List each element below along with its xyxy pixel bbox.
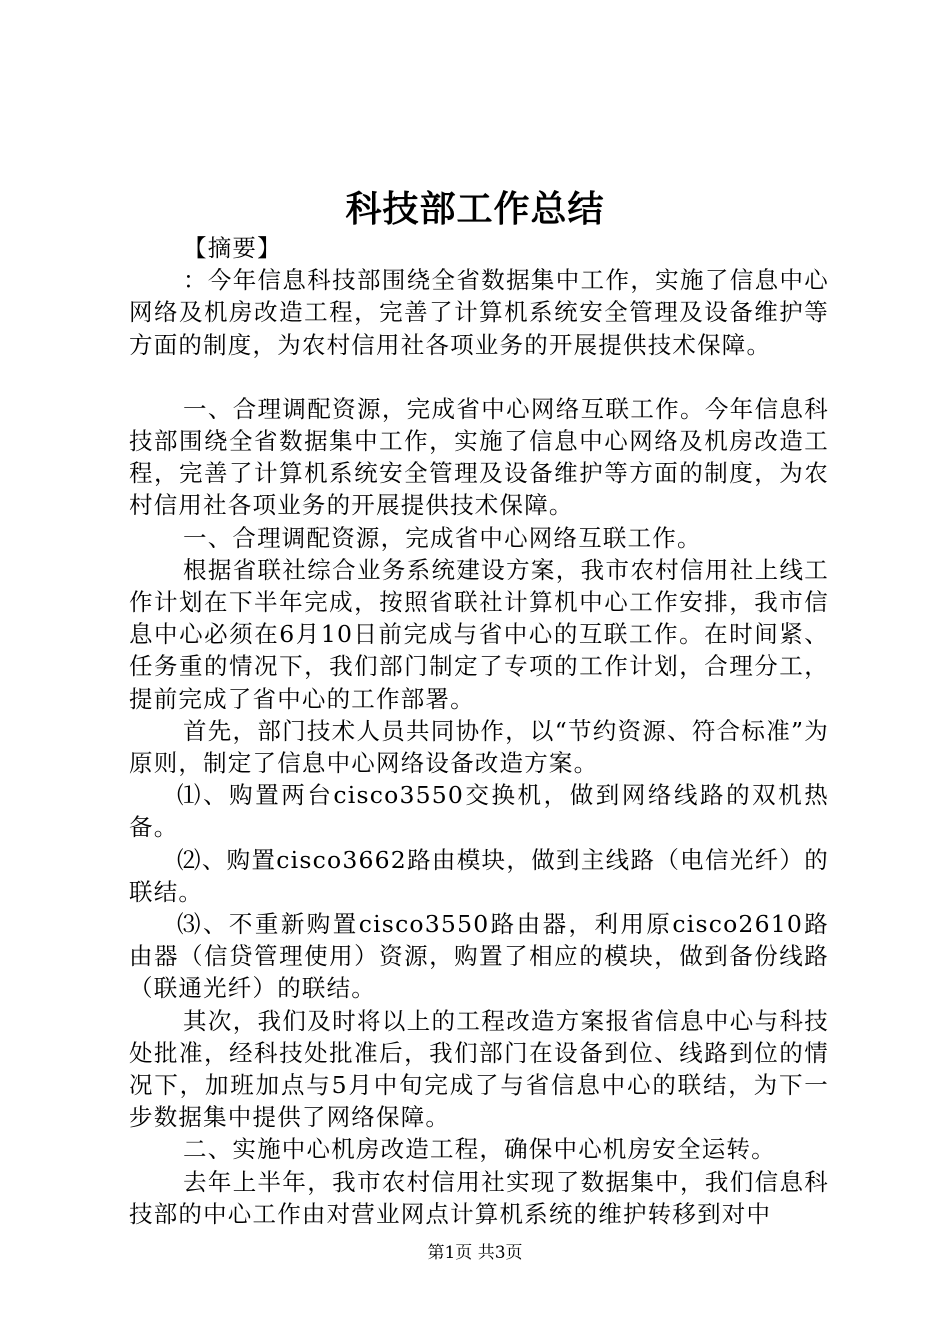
document-body (129, 232, 829, 1230)
abstract-label: 【摘要】 (183, 234, 282, 262)
section-one-summary: 一、合理调配资源，完成省中心网络互联工作。今年信息科技部围绕全省数据集中工作，实施了信息中心网络及机房改造工程，完善了计算机系统安全管理及设备维护等方面的制度，为农村信用社各项业务的开展提供技术保障。 (129, 394, 829, 520)
list-item-2: ⑵、购置cisco3662路由模块，做到主线路（电信光纤）的联结。 (129, 845, 829, 906)
abstract-text: ：今年信息科技部围绕全省数据集中工作，实施了信息中心网络及机房改造工程，完善了计算机系统安全管理及设备维护等方面的制度，为农村信用社各项业务的开展提供技术保障。 (129, 266, 829, 359)
paragraph-gap (129, 361, 829, 393)
section-one-paragraph: 根据省联社综合业务系统建设方案，我市农村信用社上线工作计划在下半年完成，按照省联社计算机中心工作安排，我市信息中心必须在6月10日前完成与省中心的互联工作。在时间紧、任务重的情况下，我们部门制定了专项的工作计划，合理分工，提前完成了省中心的工作部署。 (129, 555, 829, 713)
section-two-paragraph: 去年上半年，我市农村信用社实现了数据集中，我们信息科技部的中心工作由对营业网点计算机系统的维护转移到对中 (129, 1167, 829, 1228)
document-title: 科技部工作总结 (345, 188, 605, 230)
list-item-1: ⑴、购置两台cisco3550交换机，做到网络线路的双机热备。 (129, 781, 829, 842)
section-one-heading: 一、合理调配资源，完成省中心网络互联工作。 (183, 523, 702, 552)
first-step-paragraph: 首先，部门技术人员共同协作，以“节约资源、符合标准”为原则，制定了信息中心网络设备改造方案。 (129, 716, 829, 778)
second-step-paragraph: 其次，我们及时将以上的工程改造方案报省信息中心与科技处批准，经科技处批准后，我们部门在设备到位、线路到位的情况下，加班加点与5月中旬完成了与省信息中心的联结，为下一步数据集中提供了网络保障。 (129, 1006, 829, 1132)
list-item-3: ⑶、不重新购置cisco3550路由器，利用原cisco2610路由器（信贷管理使用）资源，购置了相应的模块，做到备份线路（联通光纤）的联结。 (129, 910, 829, 1003)
section-two-heading: 二、实施中心机房改造工程，确保中心机房安全运转。 (183, 1135, 776, 1164)
page-footer: 第1页 共3页 (427, 1243, 523, 1263)
